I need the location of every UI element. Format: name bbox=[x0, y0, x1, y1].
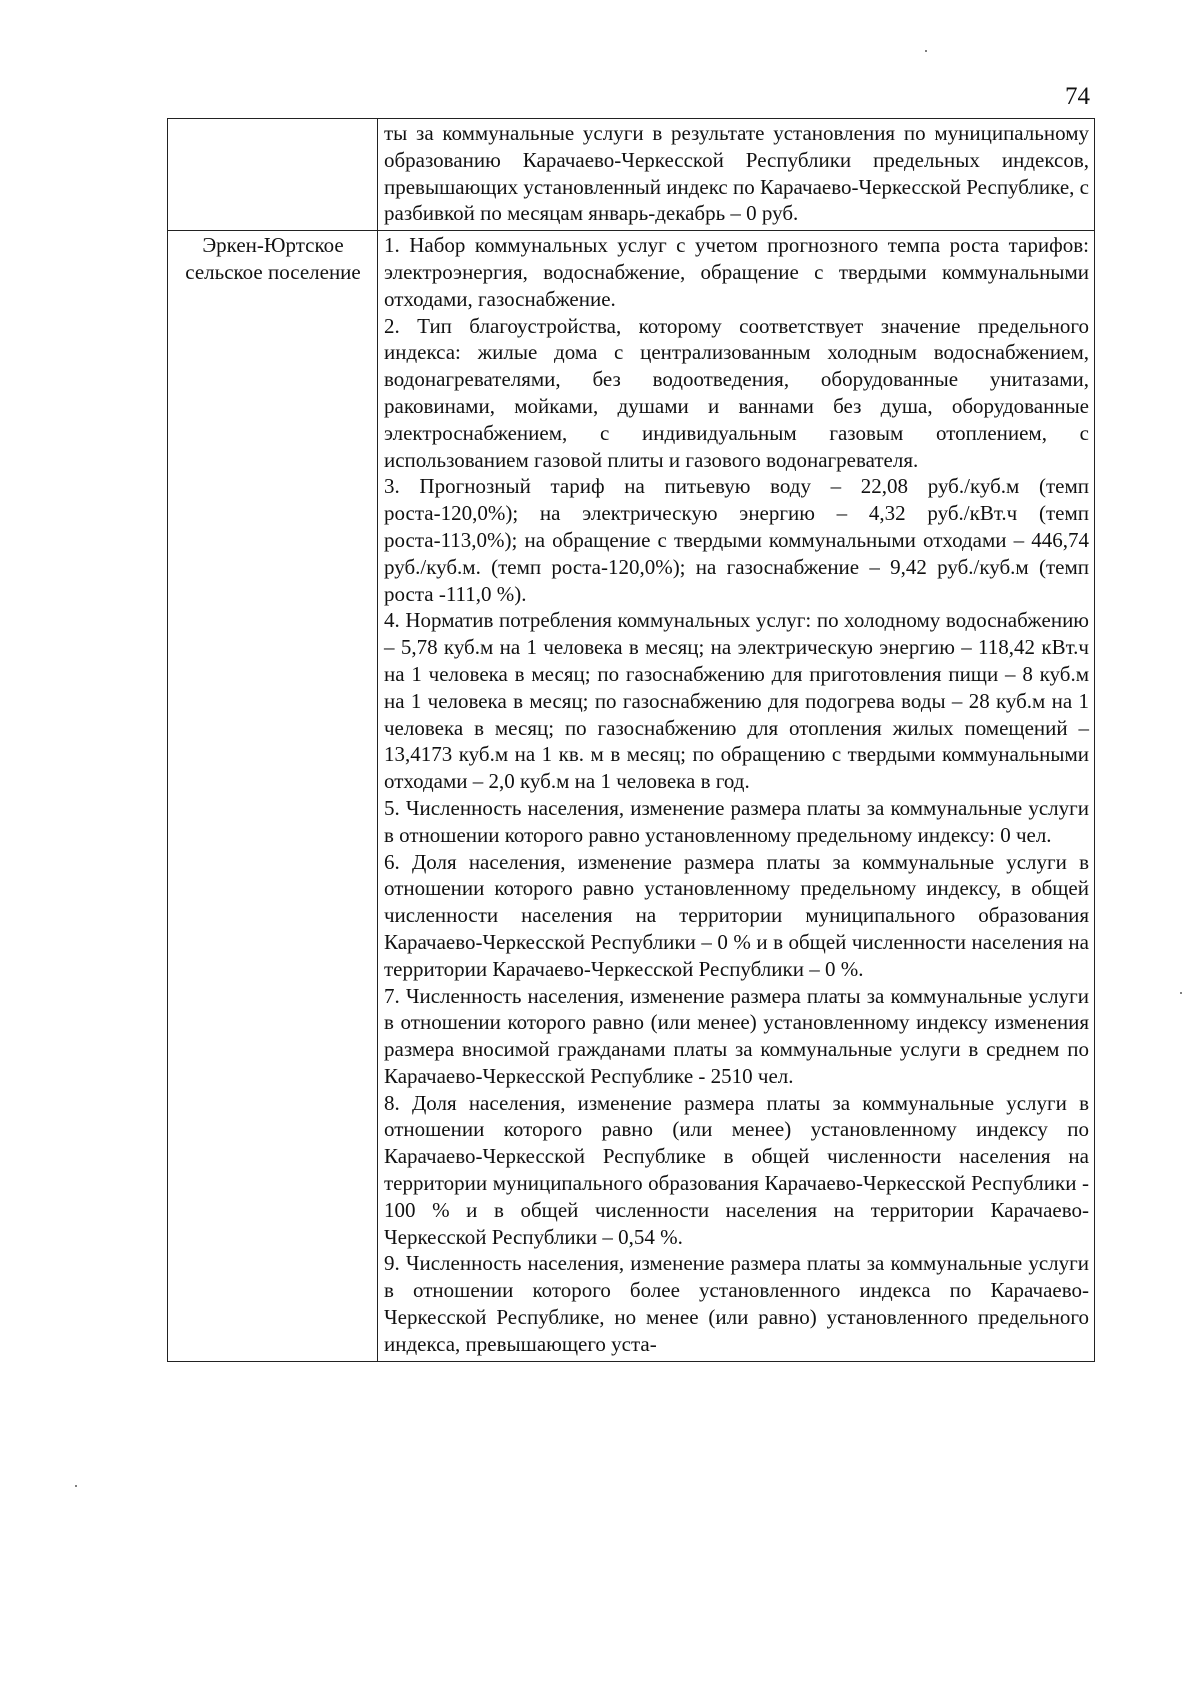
paragraph-item-8: 8. Доля населения, изменение размера платы за коммунальные услуги в отношении которого равно (или менее) установленному индексу по Карачаево-Черкесской Республике в общей численности населения на территории муниципального образования Карачаево-Черкесской Республики - 100 % и в общей численности населения на территории Карачаево-Черкесской Республики – 0,54 %. bbox=[384, 1090, 1089, 1249]
scan-speck bbox=[1180, 992, 1182, 994]
paragraph-item-5: 5. Численность населения, изменение размера платы за коммунальные услуги в отношении которого равно установленному предельному индексу: 0 чел. bbox=[384, 795, 1089, 847]
paragraph-item-6: 6. Доля населения, изменение размера платы за коммунальные услуги в отношении которого равно установленному предельному индексу, в общей численности населения на территории муниципального образования Карачаево-Черкесской Республики – 0 % и в общей численности населения на территории Карачаево-Черкесской Республики – 0 %. bbox=[384, 849, 1089, 981]
scan-speck bbox=[75, 1485, 77, 1487]
table-row bbox=[168, 231, 1095, 1361]
description-cell bbox=[378, 231, 1095, 1361]
description-cell bbox=[378, 119, 1095, 231]
paragraph: ты за коммунальные услуги в результате установления по муниципальному образованию Карачаево-Черкесской Республики предельных индексов, превышающих установленный индекс по Карачаево-Черкесской Республике, с разбивкой по месяцам январь-декабрь – 0 руб. bbox=[384, 121, 1089, 226]
municipality-cell: Эркен-Юртское сельское поселение bbox=[168, 231, 378, 1361]
indices-table bbox=[167, 118, 1095, 1362]
paragraph-item-1: 1. Набор коммунальных услуг с учетом прогнозного темпа роста тарифов: электроэнергия, водоснабжение, обращение с твердыми коммунальными отходами, газоснабжение. bbox=[384, 233, 1089, 311]
table-row bbox=[168, 119, 1095, 231]
page-number: 74 bbox=[1065, 83, 1090, 110]
paragraph-item-4: 4. Норматив потребления коммунальных услуг: по холодному водоснабжению – 5,78 куб.м на 1 человека в месяц; на электрическую энергию – 118,42 кВт.ч на 1 человека в месяц; по газоснабжению для приготовления пищи – 8 куб.м на 1 человека в месяц; по газоснабжению для подогрева воды – 28 куб.м на 1 человека в месяц; по газоснабжению для отопления жилых помещений – 13,4173 куб.м на 1 кв. м в месяц; по обращению с твердыми коммунальными отходами – 2,0 куб.м на 1 человека в год. bbox=[384, 608, 1089, 794]
paragraph-item-7: 7. Численность населения, изменение размера платы за коммунальные услуги в отношении которого равно (или менее) установленному индексу изменения размера вносимой гражданами платы за коммунальные услуги в среднем по Карачаево-Черкесской Республике - 2510 чел. bbox=[384, 983, 1089, 1088]
paragraph-item-3: 3. Прогнозный тариф на питьевую воду – 22,08 руб./куб.м (темп роста-120,0%); на электрическую энергию – 4,32 руб./кВт.ч (темп роста-113,0%); на обращение с твердыми коммунальными отходами – 446,74 руб./куб.м. (темп роста-120,0%); на газоснабжение – 9,42 руб./куб.м (темп роста -111,0 %). bbox=[384, 474, 1089, 606]
paragraph-item-9: 9. Численность населения, изменение размера платы за коммунальные услуги в отношении которого более установленного индекса по Карачаево-Черкесской Республике, но менее (или равно) установленного предельного индекса, превышающего уста- bbox=[384, 1251, 1089, 1356]
municipality-cell bbox=[168, 119, 378, 231]
scan-speck bbox=[925, 50, 927, 52]
paragraph-item-2: 2. Тип благоустройства, которому соответствует значение предельного индекса: жилые дома с централизованным холодным водоснабжением, водонагревателями, без водоотведения, оборудованные унитазами, раковинами, мойками, душами и ваннами без душа, оборудованные электроснабжением, с индивидуальным газовым отоплением, с использованием газовой плиты и газового водонагревателя. bbox=[384, 313, 1089, 472]
